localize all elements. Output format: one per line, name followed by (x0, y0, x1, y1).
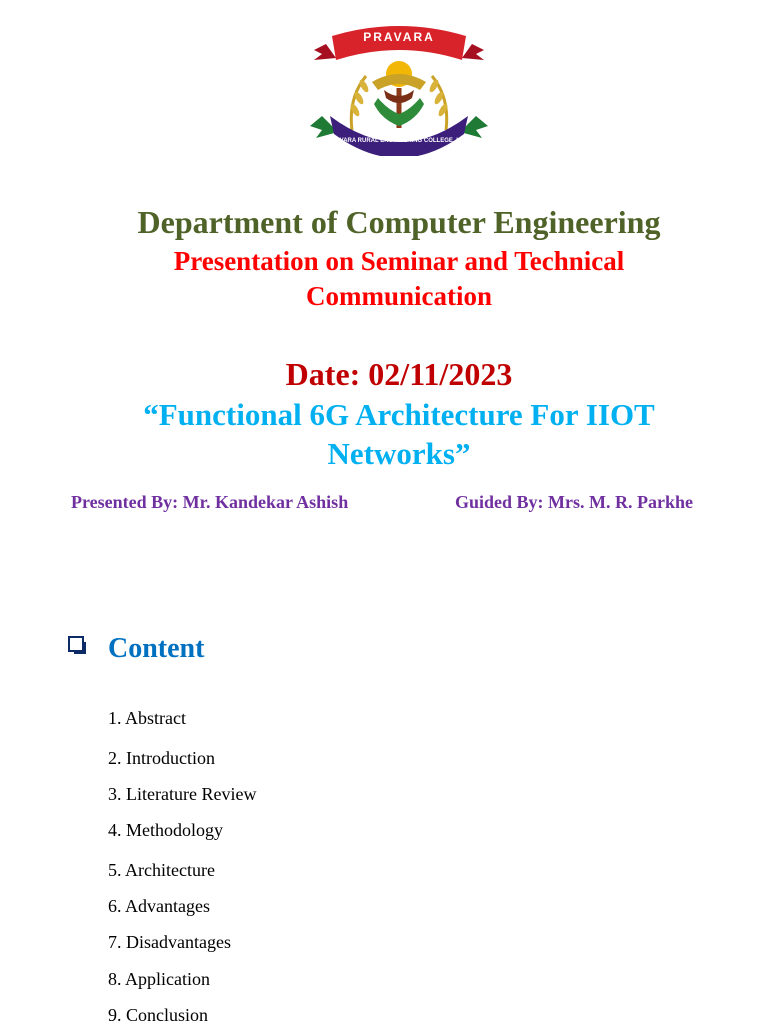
presentation-line-2: Communication (305, 281, 492, 311)
logo-banner-text: PRAVARA (363, 30, 435, 44)
toc-item-abstract: 1. Abstract (108, 708, 186, 728)
department-title: Department of Computer Engineering (137, 204, 661, 240)
presented-by: Presented By: Mr. Kandekar Ashish (71, 492, 349, 512)
toc-item-literature-review: 3. Literature Review (108, 784, 257, 804)
presentation-date: Date: 02/11/2023 (285, 356, 513, 392)
toc-item-conclusion: 9. Conclusion (108, 1005, 209, 1025)
topic-line-2: Networks” (327, 436, 471, 471)
logo-ribbon-text: PRAVARA RURAL ENGINEERING COLLEGE, LONI (327, 138, 471, 144)
toc-item-introduction: 2. Introduction (108, 748, 215, 768)
toc-item-methodology: 4. Methodology (108, 820, 223, 840)
guided-by: Guided By: Mrs. M. R. Parkhe (455, 492, 693, 512)
toc-item-application: 8. Application (108, 969, 210, 989)
college-logo (308, 18, 490, 156)
toc-item-disadvantages: 7. Disadvantages (108, 932, 231, 952)
toc-item-architecture: 5. Architecture (108, 860, 215, 880)
topic-title (0, 395, 768, 473)
presentation-line-1: Presentation on Seminar and Technical (173, 246, 625, 276)
toc-item-advantages: 6. Advantages (108, 896, 210, 916)
content-heading: Content (108, 633, 205, 664)
checkbox-bullet-icon (68, 636, 87, 655)
presentation-subtitle (0, 244, 768, 314)
topic-line-1: “Functional 6G Architecture For IIOT (143, 397, 655, 432)
